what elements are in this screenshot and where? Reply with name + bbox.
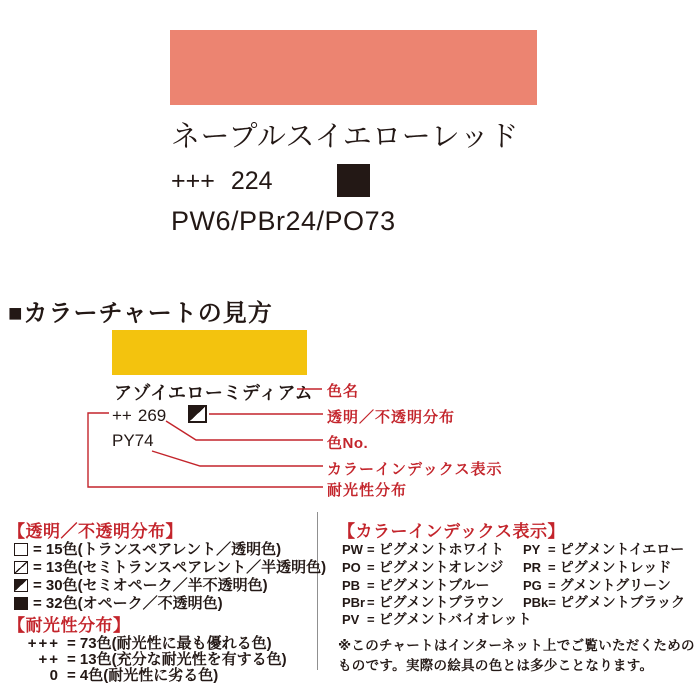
opacity-legend-text: = 15色(トランスペアレント／透明色) — [33, 541, 282, 558]
equals-sign: = — [548, 560, 556, 575]
opacity-legend-text: = 32色(オペーク／不透明色) — [33, 595, 223, 612]
section-heading-label: カラーチャートの見方 — [23, 300, 273, 327]
equals-sign: = — [548, 542, 556, 557]
equals-sign: = — [367, 595, 375, 610]
opacity-legend-title: 【透明／不透明分布】 — [8, 522, 183, 541]
pigment-code: PG — [523, 578, 542, 593]
section-heading — [8, 293, 273, 328]
callout-lightfastness: 耐光性分布 — [327, 482, 408, 499]
pigment-name: ピグメントブラウン — [378, 594, 505, 610]
equals-sign: = — [548, 578, 556, 593]
pigment-code: PR — [523, 560, 542, 575]
product-color-number: 224 — [230, 167, 273, 195]
pigment-name: ピグメントオレンジ — [378, 559, 504, 575]
example-pigment-code: PY74 — [112, 431, 154, 450]
equals-sign: = — [548, 595, 556, 610]
lightfastness-symbol: 0 — [49, 667, 60, 684]
callout-color-number: 色No. — [327, 435, 369, 452]
product-name: ネープルスイエローレッド — [171, 121, 519, 153]
pigment-name: ピグメントイエロー — [559, 541, 685, 557]
pigment-name: グメントグリーン — [559, 577, 671, 593]
callout-color-index: カラーインデックス表示 — [327, 461, 503, 478]
pigment-code: PO — [342, 560, 361, 575]
product-rating-row — [171, 167, 273, 196]
opacity-legend-text: = 13色(セミトランスペアレント／半透明色) — [33, 559, 327, 576]
callout-color-name: 色名 — [327, 383, 360, 400]
color-index-row — [523, 539, 684, 559]
semi-opaque-square-icon — [188, 405, 207, 423]
pigment-name: ピグメントバイオレット — [378, 611, 532, 627]
lightfastness-legend-row — [14, 664, 218, 685]
opacity-legend-row — [14, 592, 223, 613]
lightfastness-text: = 73色(耐光性に最も優れる色) — [67, 635, 272, 652]
opaque-square-icon — [337, 164, 370, 197]
pigment-code: PW — [342, 542, 363, 557]
lightfastness-text: = 13色(充分な耐光性を有する色) — [67, 651, 287, 668]
lightfastness-symbol: ++ — [38, 651, 60, 668]
pigment-name: ピグメントホワイト — [378, 541, 505, 557]
product-lightfastness: +++ — [171, 167, 215, 195]
pigment-name: ピグメントレッド — [559, 559, 672, 575]
column-divider — [317, 512, 318, 670]
callout-opacity: 透明／不透明分布 — [327, 409, 456, 426]
square-solid-icon — [14, 597, 28, 610]
product-color-swatch — [170, 30, 537, 105]
color-index-row — [523, 592, 685, 612]
equals-sign: = — [367, 612, 375, 627]
color-index-title: 【カラーインデックス表示】 — [338, 522, 565, 541]
example-color-name: アゾイエローミディアム — [114, 383, 314, 403]
lightfastness-legend-title: 【耐光性分布】 — [8, 616, 131, 635]
color-index-row — [523, 557, 671, 577]
square-bullet-icon: ■ — [8, 300, 24, 327]
example-color-swatch — [112, 330, 307, 375]
color-index-row — [342, 557, 503, 577]
product-pigment-codes: PW6/PBr24/PO73 — [171, 206, 396, 236]
color-index-row — [342, 539, 504, 559]
pigment-code: PY — [523, 542, 541, 557]
pigment-code: PV — [342, 612, 360, 627]
pigment-name: ピグメントブルー — [378, 577, 490, 593]
square-half-icon — [14, 579, 28, 592]
example-rating-row — [112, 406, 166, 426]
opacity-legend-text: = 30色(セミオペーク／半不透明色) — [33, 577, 268, 594]
pigment-code: PBr — [342, 595, 366, 610]
equals-sign: = — [367, 542, 375, 557]
square-empty-icon — [14, 543, 28, 556]
square-diagonal-icon — [14, 561, 28, 574]
equals-sign: = — [367, 578, 375, 593]
pigment-code: PB — [342, 578, 361, 593]
color-index-row — [342, 609, 532, 629]
example-color-number: 269 — [137, 406, 167, 425]
pigment-code: PBk — [523, 595, 549, 610]
lightfastness-symbol: +++ — [27, 635, 60, 652]
lightfastness-text: = 4色(耐光性に劣る色) — [67, 667, 219, 684]
pigment-name: ピグメントブラック — [559, 594, 686, 610]
equals-sign: = — [367, 560, 375, 575]
footnote: ※このチャートはインターネット上でご覧いただくためのものです。実際の絵具の色とは多少ことなります。 — [338, 638, 695, 673]
example-lightfastness: ++ — [112, 406, 132, 425]
